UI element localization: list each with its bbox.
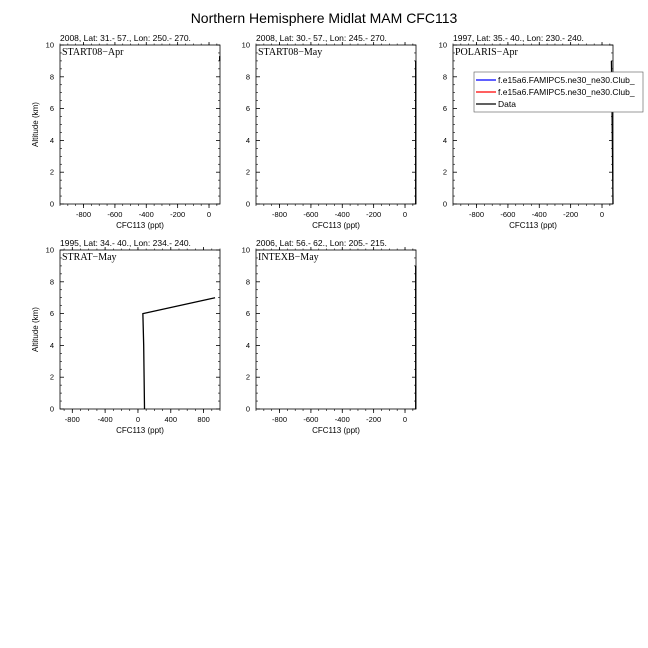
x-axis-label: CFC113 (ppt) (116, 426, 164, 435)
x-tick-label: -400 (138, 210, 154, 219)
y-tick-label: 8 (442, 72, 447, 82)
y-tick-label: 2 (49, 372, 54, 382)
x-tick-label: -800 (64, 415, 80, 424)
x-tick-label: -400 (334, 210, 350, 219)
x-tick-label: -200 (366, 415, 382, 424)
y-tick-label: 6 (442, 104, 447, 114)
x-tick-label: -200 (563, 210, 579, 219)
x-tick-label: 0 (599, 210, 605, 219)
x-tick-label: -600 (500, 210, 516, 219)
panel-3 (439, 33, 613, 230)
x-tick-label: 0 (402, 210, 408, 219)
legend-label-2: f.e15a6.FAMIPC5.ne30_ne30.Club_ (498, 87, 635, 97)
panel-tag: START08−Apr (62, 47, 124, 58)
x-axis-label: CFC113 (ppt) (116, 221, 164, 230)
y-tick-label: 4 (442, 135, 447, 145)
y-tick-label: 2 (442, 167, 447, 177)
y-tick-label: 4 (245, 340, 250, 350)
y-tick-label: 2 (245, 372, 250, 382)
y-tick-label: 6 (49, 104, 54, 114)
y-tick-label: 2 (49, 167, 54, 177)
y-axis-label: Altitude (km) (31, 102, 40, 147)
y-tick-label: 8 (49, 72, 54, 82)
y-tick-label: 10 (45, 40, 54, 50)
plot-frame (60, 45, 220, 204)
y-tick-label: 4 (49, 340, 54, 350)
y-tick-label: 10 (438, 40, 447, 50)
y-tick-label: 10 (241, 40, 250, 50)
y-tick-label: 8 (49, 277, 54, 287)
y-tick-label: 6 (245, 309, 250, 319)
panel-4 (31, 238, 220, 435)
x-axis-label: CFC113 (ppt) (312, 426, 360, 435)
x-tick-label: 0 (206, 210, 212, 219)
series-line-1 (143, 298, 215, 409)
legend (474, 72, 643, 112)
panel-title: 2008, Lat: 30.- 57., Lon: 245.- 270. (256, 33, 387, 43)
y-tick-label: 6 (49, 309, 54, 319)
x-tick-label: -600 (107, 210, 123, 219)
legend-label-3: Data (498, 99, 516, 109)
x-tick-label: 400 (164, 415, 178, 424)
y-tick-label: 0 (245, 404, 250, 414)
panel-tag: POLARIS−Apr (455, 47, 518, 58)
x-tick-label: 0 (135, 415, 141, 424)
panel-title: 1995, Lat: 34.- 40., Lon: 234.- 240. (60, 238, 191, 248)
panel-title: 1997, Lat: 35.- 40., Lon: 230.- 240. (453, 33, 584, 43)
panel-5 (242, 238, 416, 435)
x-axis-label: CFC113 (ppt) (509, 221, 557, 230)
panel-1 (31, 33, 220, 230)
plot-frame (256, 250, 416, 409)
x-tick-label: -400 (531, 210, 547, 219)
y-tick-label: 6 (245, 104, 250, 114)
x-tick-label: -800 (272, 210, 288, 219)
x-tick-label: -800 (76, 210, 92, 219)
y-tick-label: 4 (245, 135, 250, 145)
panel-title: 2006, Lat: 56.- 62., Lon: 205.- 215. (256, 238, 387, 248)
y-axis-label: Altitude (km) (31, 307, 40, 352)
figure-title: Northern Hemisphere Midlat MAM CFC113 (190, 10, 458, 26)
y-tick-label: 8 (245, 72, 250, 82)
y-tick-label: 0 (49, 404, 54, 414)
panel-tag: START08−May (258, 47, 323, 58)
y-tick-label: 4 (49, 135, 54, 145)
x-tick-label: -800 (469, 210, 485, 219)
panel-title: 2008, Lat: 31.- 57., Lon: 250.- 270. (60, 33, 191, 43)
x-tick-label: -400 (97, 415, 113, 424)
legend-label-1: f.e15a6.FAMIPC5.ne30_ne30.Club_ (498, 75, 635, 85)
x-tick-label: -600 (303, 210, 319, 219)
y-tick-label: 0 (49, 199, 54, 209)
panel-2 (242, 33, 416, 230)
y-tick-label: 0 (442, 199, 447, 209)
panel-tag: INTEXB−May (258, 252, 319, 263)
y-tick-label: 10 (241, 245, 250, 255)
y-tick-label: 8 (245, 277, 250, 287)
y-tick-label: 2 (245, 167, 250, 177)
y-tick-label: 0 (245, 199, 250, 209)
x-tick-label: -600 (303, 415, 319, 424)
x-tick-label: -400 (334, 415, 350, 424)
x-tick-label: -800 (272, 415, 288, 424)
plot-frame (453, 45, 613, 204)
plot-frame (256, 45, 416, 204)
x-tick-label: 0 (402, 415, 408, 424)
y-tick-label: 10 (45, 245, 54, 255)
plot-frame (60, 250, 220, 409)
x-axis-label: CFC113 (ppt) (312, 221, 360, 230)
x-tick-label: 800 (197, 415, 210, 424)
panel-tag: STRAT−May (62, 252, 117, 263)
x-tick-label: -200 (170, 210, 186, 219)
x-tick-label: -200 (366, 210, 382, 219)
